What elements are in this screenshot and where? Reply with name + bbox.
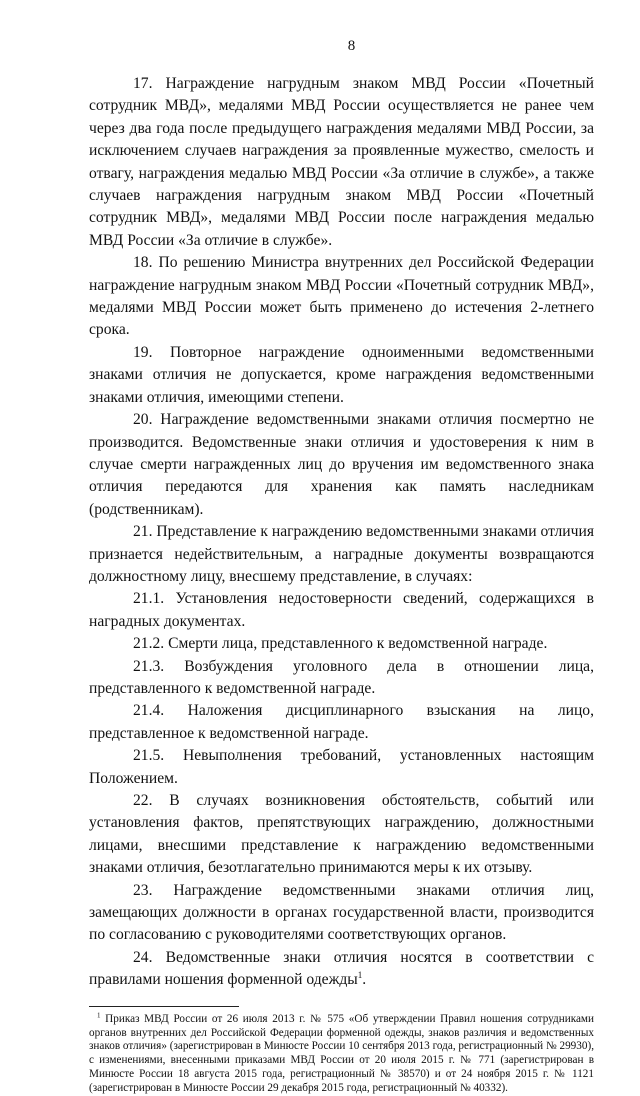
paragraph-19: 19. Повторное награждение одноименными ведомственными знаками отличия не допускается, кроме награждения ведомственными знаками отличия, имеющими степени. xyxy=(89,343,594,406)
paragraph-21-2: 21.2. Смерти лица, представленного к ведомственной награде. xyxy=(133,635,548,653)
paragraph-23: 23. Награждение ведомственными знаками отличия лиц, замещающих должности в органах государственной власти, производится по согласованию с руководителями соответствующих органов. xyxy=(89,881,594,944)
paragraph-17: 17. Награждение нагрудным знаком МВД России «Почетный сотрудник МВД», медалями МВД России осуществляется не ранее чем через два года после предыдущего награждения медалями МВД России, за исключением случаев награждения за проявленные мужество, смелость и отвагу, награждения медалью МВД России «За отличие в службе», а также случаев награждения нагрудным знаком МВД России «Почетный сотрудник МВД», медалями МВД России после награждения медалью МВД России «За отличие в службе». xyxy=(89,75,594,249)
page-number: 8 xyxy=(347,38,356,54)
paragraph-21-5: 21.5. Невыполнения требований, установленных настоящим Положением. xyxy=(89,747,594,787)
paragraph-21: 21. Представление к награждению ведомственными знаками отличия признается недействительным, а наградные документы возвращаются должностному лицу, внесшему представление, в случаях: xyxy=(89,523,594,585)
footnote-divider xyxy=(89,1006,239,1007)
paragraph-24-end: . xyxy=(362,971,367,989)
footnote-1 xyxy=(89,1010,594,1096)
footnote-text: Приказ МВД России от 26 июля 2013 г. № 575 «Об утверждении Правил ношения сотрудниками органов внутренних дел Российской Федерации форменной одежды, знаков различия и ведомственных знаков отличия» (зарегистрирован в Минюсте России 10 сентября 2013 года, регистрационный № 29930), с изменениями, внесенными приказами МВД России от 20 июля 2015 г. № 771 (зарегистрирован в Минюсте России 18 августа 2015 года, регистрационный № 38570) и от 24 ноября 2015 г. № 1121 (зарегистрирован в Минюсте России 29 декабря 2015 года, регистрационный № 40332). xyxy=(89,1012,594,1095)
paragraph-22: 22. В случаях возникновения обстоятельств, событий или установления фактов, препятствующих награждению, должностными лицами, внесшими представление к награждению ведомственными знаками отличия, безотлагательно принимаются меры к их отзыву. xyxy=(89,792,594,877)
paragraph-20: 20. Награждение ведомственными знаками отличия посмертно не производится. Ведомственные знаки отличия и удостоверения к ним в случае смерти награжденных лиц до вручения им ведомственного знака отличия передаются для хранения как память наследникам (родственникам). xyxy=(89,411,594,518)
paragraph-21-3: 21.3. Возбуждения уголовного дела в отношении лица, представленного к ведомственной награде. xyxy=(89,657,594,697)
footnote-mark: 1 xyxy=(97,1010,101,1019)
paragraph-18: 18. По решению Министра внутренних дел Российской Федерации награждение нагрудным знаком МВД России «Почетный сотрудник МВД», медалями МВД России может быть применено до истечения 2-летнего срока. xyxy=(89,254,594,339)
paragraph-24-text: 24. Ведомственные знаки отличия носятся в соответствии с правилами ношения форменной одежды xyxy=(89,948,594,989)
paragraph-21-1: 21.1. Установления недостоверности сведений, содержащихся в наградных документах. xyxy=(89,590,594,630)
paragraph-21-4: 21.4. Наложения дисциплинарного взыскания на лицо, представленное к ведомственной награде. xyxy=(89,702,594,742)
paragraph-24 xyxy=(89,947,594,992)
document-body xyxy=(89,73,594,992)
footnote-reference[interactable]: 1 xyxy=(357,970,363,981)
